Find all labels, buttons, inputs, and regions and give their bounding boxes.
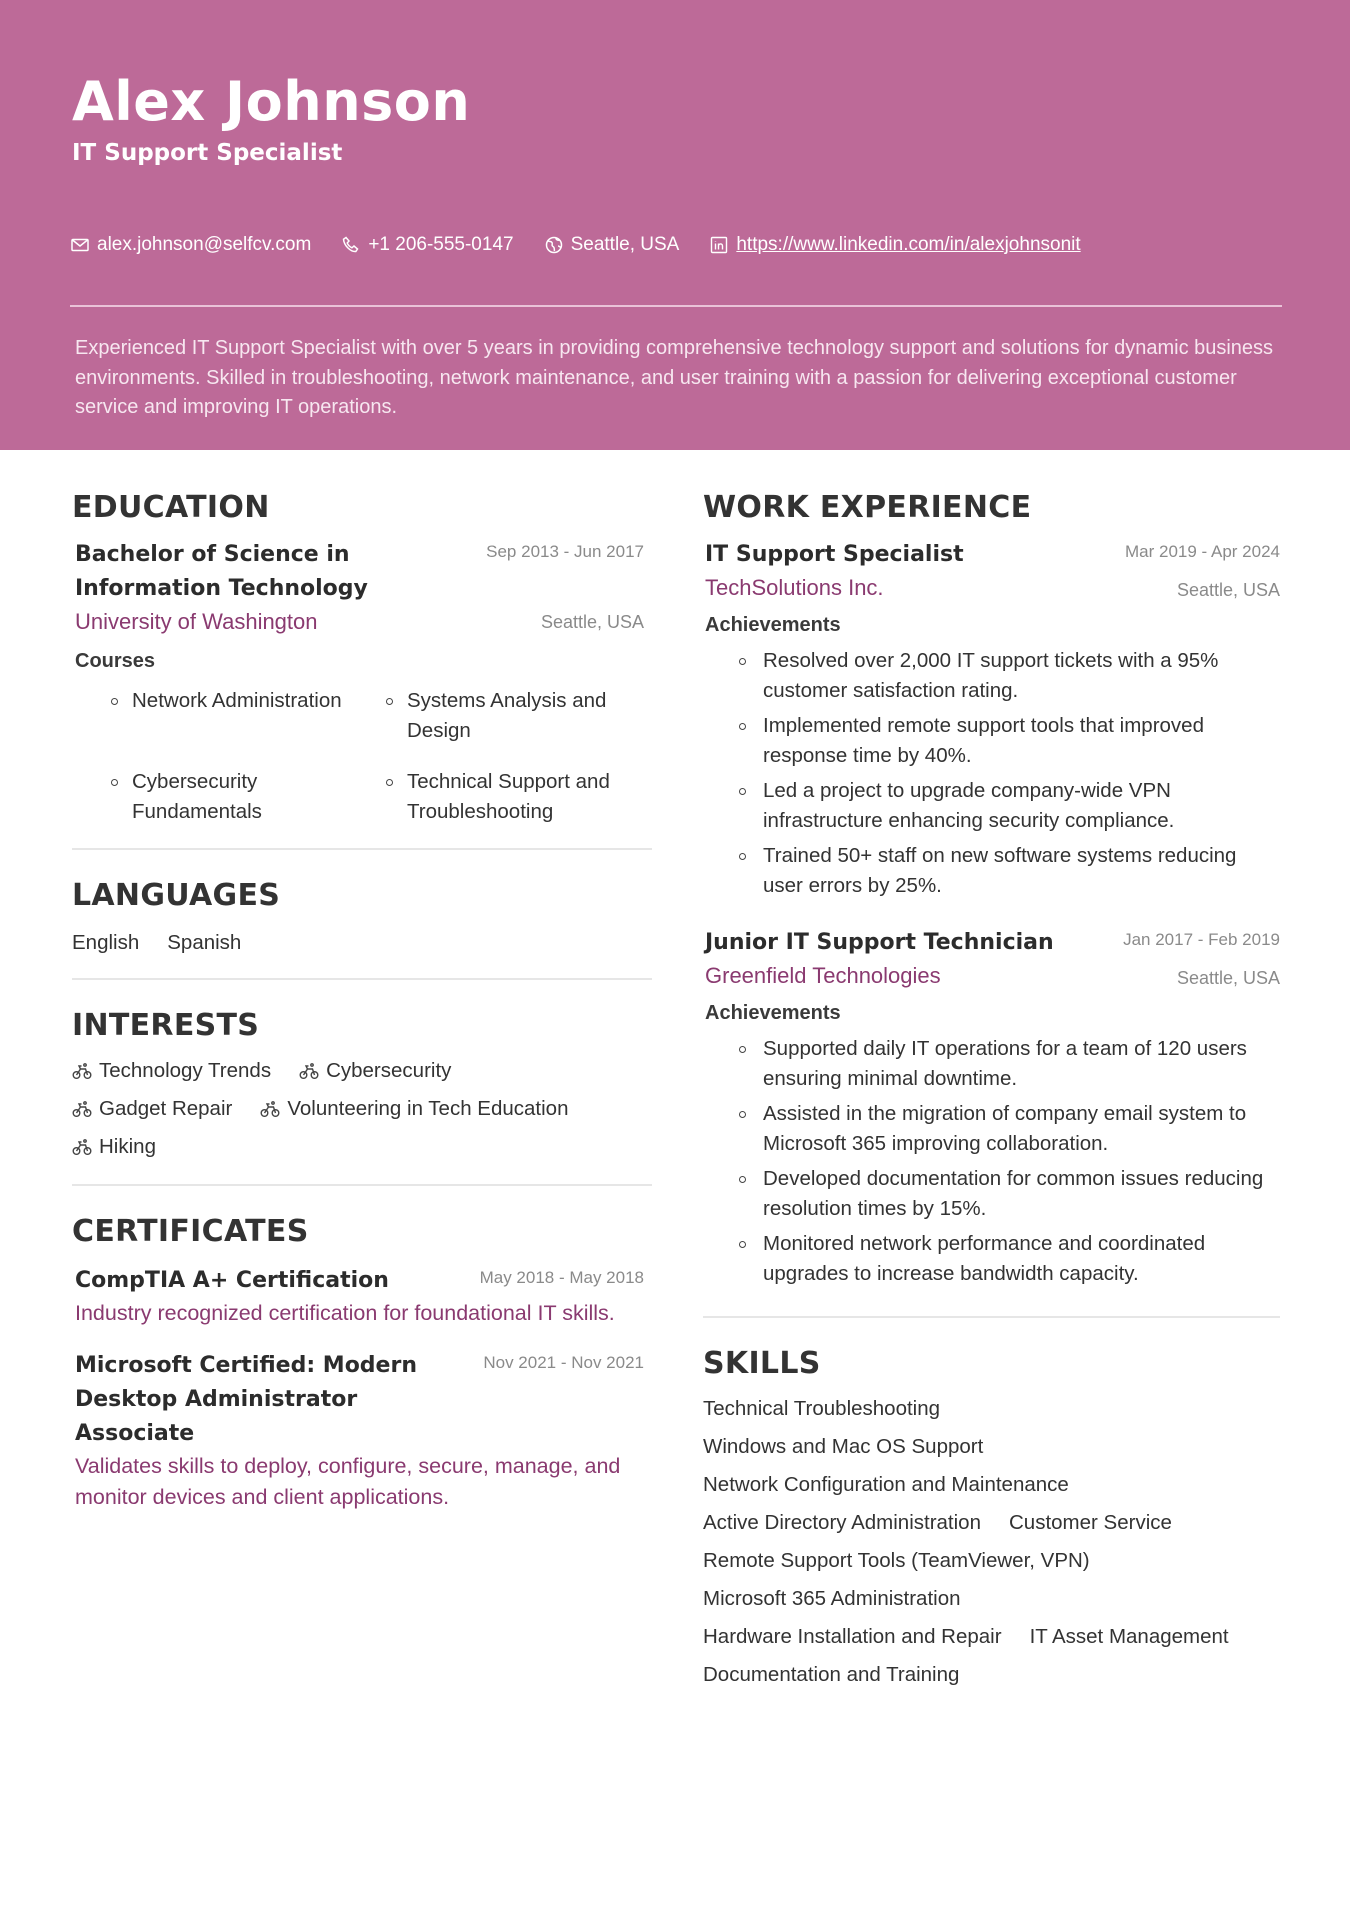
phone-icon bbox=[341, 235, 361, 255]
education-location: Seattle, USA bbox=[540, 612, 644, 632]
section-divider bbox=[72, 1184, 652, 1186]
interests-list bbox=[72, 1056, 652, 1170]
section-divider bbox=[72, 848, 652, 850]
languages-list bbox=[72, 928, 652, 958]
candidate-name: Alex Johnson bbox=[72, 70, 471, 133]
interest-item: Technology Trends bbox=[72, 1056, 271, 1086]
skills-heading: SKILLS bbox=[703, 1346, 821, 1381]
course-item: Cybersecurity Fundamentals bbox=[111, 767, 386, 826]
languages-heading: LANGUAGES bbox=[72, 878, 281, 913]
linkedin-icon bbox=[709, 235, 729, 255]
globe-icon bbox=[544, 235, 564, 255]
certificate-name: CompTIA A+ Certification bbox=[75, 1268, 389, 1293]
skill-item: Network Configuration and Maintenance bbox=[703, 1473, 1069, 1496]
achievement-item: Resolved over 2,000 IT support tickets with a 95% customer satisfaction rating. bbox=[738, 646, 1280, 705]
phone-text: +1 206-555-0147 bbox=[368, 234, 514, 255]
profile-summary: Experienced IT Support Specialist with over 5 years in providing comprehensive technology support and solutions for dynamic business environments. Skilled in troubleshooting, network maintenance, and user training with a passion for delivering exceptional customer service and improving IT operations. bbox=[75, 337, 1274, 418]
language-item: Spanish bbox=[167, 931, 242, 954]
skills-list bbox=[703, 1394, 1280, 1690]
skill-item: Remote Support Tools (TeamViewer, VPN) bbox=[703, 1549, 1090, 1572]
bike-icon bbox=[72, 1138, 92, 1156]
bike-icon bbox=[260, 1100, 280, 1118]
education-entry bbox=[72, 538, 652, 826]
job-location: Seattle, USA bbox=[1176, 580, 1280, 600]
interests-section bbox=[72, 1006, 652, 1186]
experience-heading: WORK EXPERIENCE bbox=[703, 490, 1032, 525]
skills-section bbox=[703, 1344, 1280, 1690]
certificate-description: Industry recognized certification for foundational IT skills. bbox=[75, 1301, 615, 1325]
job-dates: Mar 2019 - Apr 2024 bbox=[1125, 542, 1280, 561]
courses-label: Courses bbox=[75, 650, 156, 672]
company-name: TechSolutions Inc. bbox=[705, 575, 884, 600]
achievement-item: Implemented remote support tools that improved response time by 40%. bbox=[738, 711, 1280, 770]
job-title: Junior IT Support Technician bbox=[705, 930, 1054, 955]
achievement-item: Developed documentation for common issues reducing resolution times by 15%. bbox=[738, 1164, 1280, 1223]
bike-icon bbox=[72, 1100, 92, 1118]
certificates-heading: CERTIFICATES bbox=[72, 1214, 309, 1249]
email-text: alex.johnson@selfcv.com bbox=[97, 234, 312, 255]
language-item: English bbox=[72, 931, 140, 954]
education-heading: EDUCATION bbox=[72, 490, 270, 525]
skill-item: Active Directory Administration bbox=[703, 1511, 981, 1534]
certificate-dates: Nov 2021 - Nov 2021 bbox=[483, 1353, 644, 1372]
achievement-item: Led a project to upgrade company-wide VPN infrastructure enhancing security compliance. bbox=[738, 776, 1280, 835]
school-name: University of Washington bbox=[75, 609, 318, 634]
achievement-item: Supported daily IT operations for a team of 120 users ensuring minimal downtime. bbox=[738, 1034, 1280, 1093]
company-name: Greenfield Technologies bbox=[705, 963, 941, 988]
skill-item: Customer Service bbox=[1008, 1511, 1172, 1534]
certificate-entry bbox=[72, 1264, 652, 1329]
skill-item: Documentation and Training bbox=[703, 1663, 960, 1686]
degree-title: Bachelor of Science in Information Technology bbox=[75, 542, 368, 601]
right-column bbox=[703, 488, 1280, 1698]
interests-heading: INTERESTS bbox=[72, 1008, 260, 1043]
job-title: IT Support Specialist bbox=[705, 542, 964, 567]
experience-section bbox=[703, 488, 1280, 1318]
location-text: Seattle, USA bbox=[570, 234, 680, 255]
certificate-entry bbox=[72, 1349, 652, 1513]
header-divider bbox=[70, 305, 1282, 307]
contact-email[interactable] bbox=[70, 234, 311, 256]
certificate-name: Microsoft Certified: Modern Desktop Administrator Associate bbox=[75, 1353, 417, 1446]
candidate-title: IT Support Specialist bbox=[72, 140, 343, 166]
left-column bbox=[72, 488, 652, 1513]
interest-item: Volunteering in Tech Education bbox=[260, 1094, 568, 1124]
achievements-label: Achievements bbox=[705, 614, 841, 636]
section-divider bbox=[703, 1316, 1280, 1318]
job-entry bbox=[703, 926, 1280, 1288]
certificate-description: Validates skills to deploy, configure, secure, manage, and monitor devices and client applications. bbox=[75, 1454, 621, 1509]
skill-item: Hardware Installation and Repair bbox=[703, 1625, 1002, 1648]
interest-item: Hiking bbox=[72, 1132, 156, 1162]
education-section bbox=[72, 488, 652, 850]
courses-list bbox=[75, 686, 652, 826]
section-divider bbox=[72, 978, 652, 980]
skill-item: Windows and Mac OS Support bbox=[703, 1435, 984, 1458]
achievement-item: Monitored network performance and coordinated upgrades to increase bandwidth capacity. bbox=[738, 1229, 1280, 1288]
job-entry bbox=[703, 538, 1280, 900]
skill-item: Technical Troubleshooting bbox=[703, 1397, 941, 1420]
resume-header bbox=[0, 0, 1350, 450]
contact-linkedin[interactable] bbox=[709, 234, 1080, 256]
contact-location bbox=[544, 234, 680, 256]
achievement-item: Trained 50+ staff on new software systems reducing user errors by 25%. bbox=[738, 841, 1280, 900]
job-location: Seattle, USA bbox=[1176, 968, 1280, 988]
bike-icon bbox=[299, 1062, 319, 1080]
education-dates: Sep 2013 - Jun 2017 bbox=[486, 542, 644, 561]
achievements-list bbox=[705, 1034, 1280, 1288]
envelope-icon bbox=[70, 235, 90, 255]
certificate-dates: May 2018 - May 2018 bbox=[479, 1268, 644, 1287]
bike-icon bbox=[72, 1062, 92, 1080]
achievement-item: Assisted in the migration of company email system to Microsoft 365 improving collaboration. bbox=[738, 1099, 1280, 1158]
interest-item: Gadget Repair bbox=[72, 1094, 232, 1124]
achievements-label: Achievements bbox=[705, 1002, 841, 1024]
course-item: Network Administration bbox=[111, 686, 386, 745]
contact-phone[interactable] bbox=[341, 234, 513, 256]
course-item: Technical Support and Troubleshooting bbox=[386, 767, 641, 826]
skill-item: IT Asset Management bbox=[1029, 1625, 1229, 1648]
job-dates: Jan 2017 - Feb 2019 bbox=[1123, 930, 1280, 949]
linkedin-link[interactable]: https://www.linkedin.com/in/alexjohnsonit bbox=[736, 234, 1081, 255]
contact-bar bbox=[70, 230, 1111, 260]
certificates-section bbox=[72, 1212, 652, 1513]
interest-item: Cybersecurity bbox=[299, 1056, 451, 1086]
achievements-list bbox=[705, 646, 1280, 900]
languages-section bbox=[72, 876, 652, 980]
course-item: Systems Analysis and Design bbox=[386, 686, 641, 745]
skill-item: Microsoft 365 Administration bbox=[703, 1587, 961, 1610]
